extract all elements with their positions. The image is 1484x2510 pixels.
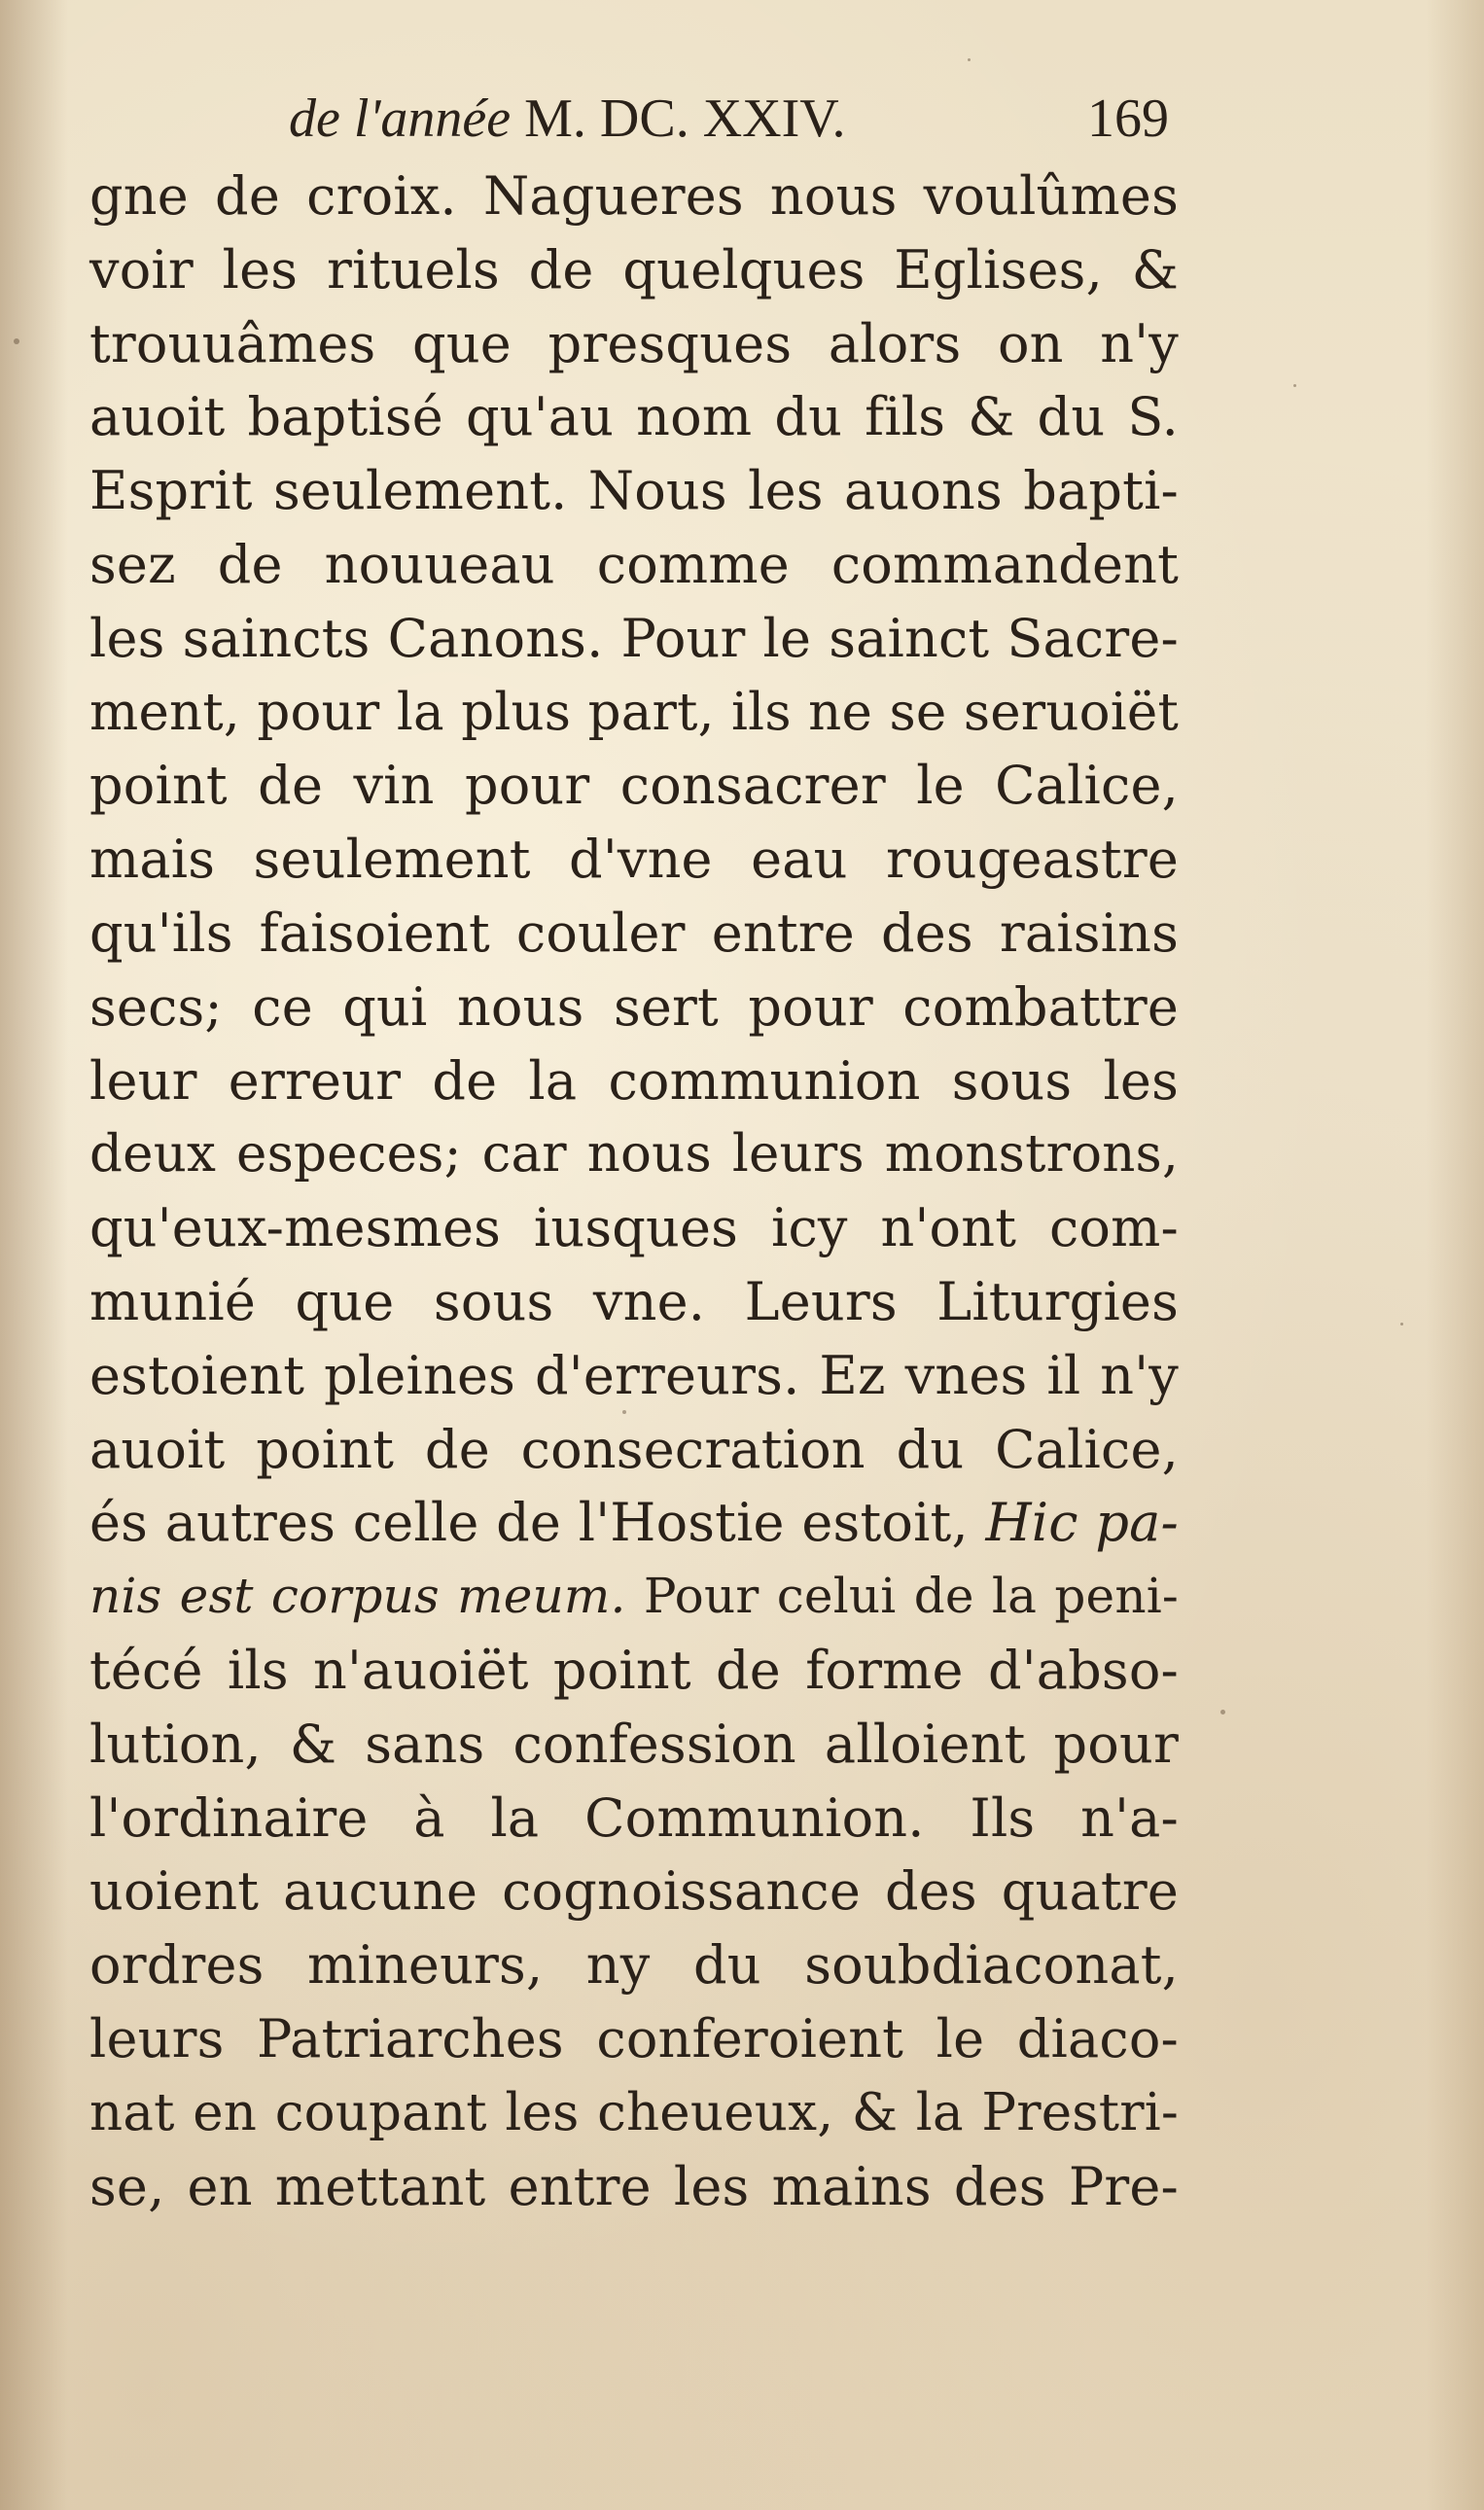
text-line-2: voir les rituels de quelques Eglises, & [89,238,1179,300]
text-line-23: l'ordinaire à la Communion. Ils n'a- [89,1786,1179,1849]
text-line-24: uoient aucune cognoissance des quatre [89,1860,1179,1923]
latin-quote-end: nis est corpus meum. [89,1568,626,1625]
page-header [89,78,1179,159]
text-line-7: les saincts Canons. Pour le sainct Sacre- [89,607,1179,669]
text-line-13: leur erreur de la communion sous les [89,1049,1179,1112]
text-line-10: mais seulement d'vne eau rougeastre [89,829,1179,891]
text-line-12: secs; ce qui nous sert pour combattre [89,975,1179,1038]
text-line-16: munié que sous vne. Leurs Liturgies [89,1270,1179,1332]
text-line-1: gne de croix. Nagueres nous voulûmes [89,165,1179,227]
running-head-italic: de l'année [289,88,512,149]
gutter-shadow [0,0,68,2510]
text-line-14: deux especes; car nous leurs monstrons, [89,1124,1179,1184]
text-line-5: Esprit seulement. Nous les auons bapti- [89,460,1179,522]
running-head [289,78,845,159]
page-number: 169 [1087,88,1169,149]
latin-quote-start: Hic pa- [985,1492,1179,1554]
text-line-20 [89,1560,1179,1634]
text-line-9: point de vin pour consacrer le Calice, [89,755,1179,817]
running-head-roman: M. DC. XXIV. [511,88,846,149]
text-line-26: leurs Patriarches conferoient le diaco- [89,2007,1179,2069]
text-line-21: técé ils n'auoiët point de forme d'abso- [89,1639,1179,1701]
text-line-20-roman: Pour celui de la peni- [625,1568,1180,1625]
text-line-19 [89,1486,1179,1560]
text-line-18: auoit point de consecration du Calice, [89,1418,1179,1480]
text-line-17: estoient pleines d'erreurs. Ez vnes il n'y [89,1344,1179,1406]
text-line-22: lution, & sans confession alloient pour [89,1713,1179,1775]
text-line-11: qu'ils faisoient couler entre des raisins [89,901,1179,964]
text-line-25: ordres mineurs, ny du soubdiaconat, [89,1934,1179,1997]
text-line-28: se, en mettant entre les mains des Pre- [89,2155,1179,2217]
text-line-19-roman: és autres celle de l'Hostie estoit, [89,1492,986,1554]
text-line-4: auoit baptisé qu'au nom du fils & du S. [89,386,1179,448]
text-block [89,78,1179,2223]
text-line-6: sez de nouueau comme commandent [89,533,1179,595]
text-line-3: trouuâmes que presques alors on n'y [89,312,1179,374]
page-edge-shadow [1426,0,1484,2510]
text-line-27: nat en coupant les cheueux, & la Prestri- [89,2082,1179,2142]
body-text [89,159,1179,2223]
text-line-8: ment, pour la plus part, ils ne se seruoiët [89,682,1179,742]
text-line-15: qu'eux-mesmes iusques icy n'ont com- [89,1197,1179,1259]
